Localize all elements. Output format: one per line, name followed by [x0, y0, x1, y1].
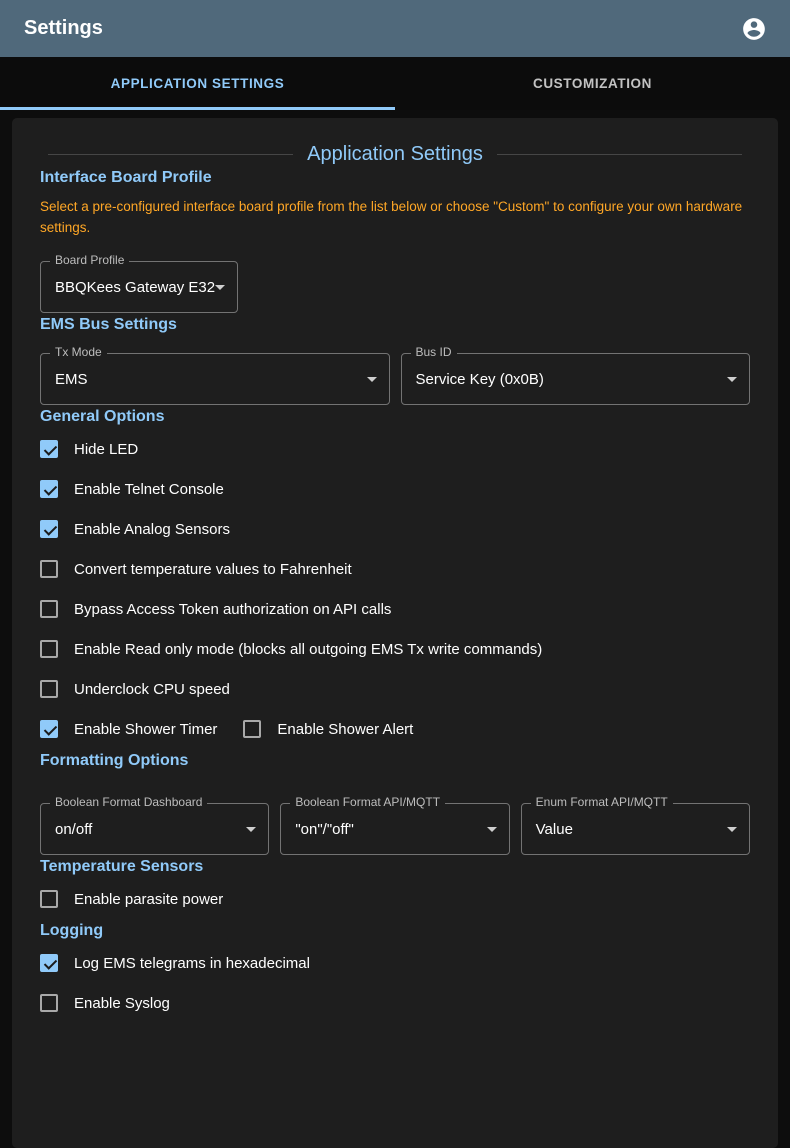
- board-profile-select[interactable]: [40, 253, 238, 313]
- dropdown-arrow-icon: [246, 827, 256, 832]
- dropdown-arrow-icon: [367, 377, 377, 382]
- checkbox-row-underclock[interactable]: [40, 669, 762, 709]
- checkbox-parasite-power[interactable]: [40, 890, 58, 908]
- checkbox-label: Log EMS telegrams in hexadecimal: [74, 954, 310, 972]
- section-general-options: General Options: [40, 408, 165, 425]
- tab-customization[interactable]: CUSTOMIZATION: [532, 76, 653, 91]
- dropdown-arrow-icon: [727, 827, 737, 832]
- checkbox-label: Enable Shower Timer: [74, 720, 218, 738]
- checkbox-row-bypass-token[interactable]: [40, 589, 762, 629]
- dropdown-arrow-icon: [487, 827, 497, 832]
- checkbox-label: Underclock CPU speed: [74, 680, 230, 698]
- checkbox-label: Enable Syslog: [74, 994, 170, 1012]
- boolean-format-dashboard-select[interactable]: [40, 795, 269, 855]
- boolean-format-api-select[interactable]: [280, 795, 509, 855]
- field-value: on/off: [55, 820, 93, 838]
- field-label: Boolean Format API/MQTT: [290, 795, 445, 810]
- field-label: Tx Mode: [50, 345, 107, 360]
- checkbox-bypass-token[interactable]: [40, 600, 58, 618]
- field-value: Service Key (0x0B): [415, 370, 544, 388]
- checkbox-row-shower: [40, 709, 762, 749]
- checkbox-label: Enable Analog Sensors: [74, 520, 230, 538]
- field-value: BBQKees Gateway E32: [55, 278, 216, 296]
- bus-id-select[interactable]: [401, 345, 751, 405]
- section-interface-board-profile: Interface Board Profile: [40, 169, 212, 186]
- section-logging: Logging: [40, 922, 104, 939]
- field-label: Enum Format API/MQTT: [531, 795, 673, 810]
- checkbox-enable-analog-sensors[interactable]: [40, 520, 58, 538]
- section-formatting-options: Formatting Options: [40, 752, 189, 769]
- checkbox-row-syslog[interactable]: [40, 983, 762, 1023]
- dropdown-arrow-icon: [215, 285, 225, 290]
- account-button[interactable]: [734, 9, 774, 49]
- page-title: Application Settings: [307, 142, 483, 165]
- checkbox-row-log-hex[interactable]: [40, 943, 762, 983]
- field-label: Board Profile: [50, 253, 129, 268]
- checkbox-log-hex[interactable]: [40, 954, 58, 972]
- checkbox-row-read-only[interactable]: [40, 629, 762, 669]
- divider-right: [497, 154, 742, 155]
- checkbox-row-hide-led[interactable]: [40, 429, 762, 469]
- board-profile-info-text: Select a pre-configured interface board profile from the list below or choose "Custom" to configure your own hardware settings.: [40, 199, 743, 235]
- checkbox-enable-syslog[interactable]: [40, 994, 58, 1012]
- checkbox-group-shower-alert[interactable]: [243, 720, 413, 738]
- enum-format-api-select[interactable]: [521, 795, 750, 855]
- formatting-field-row: [40, 795, 750, 855]
- checkbox-label: Bypass Access Token authorization on API calls: [74, 600, 392, 618]
- field-label: Boolean Format Dashboard: [50, 795, 207, 810]
- dropdown-arrow-icon: [727, 377, 737, 382]
- checkbox-enable-telnet[interactable]: [40, 480, 58, 498]
- checkbox-read-only-mode[interactable]: [40, 640, 58, 658]
- tab-bar: [0, 57, 790, 110]
- checkbox-row-telnet[interactable]: [40, 469, 762, 509]
- field-label: Bus ID: [411, 345, 457, 360]
- checkbox-label: Enable Telnet Console: [74, 480, 224, 498]
- section-ems-bus-settings: EMS Bus Settings: [40, 316, 177, 333]
- checkbox-label: Enable Shower Alert: [277, 720, 414, 738]
- checkbox-row-parasite-power[interactable]: [40, 879, 762, 919]
- field-value: Value: [535, 820, 573, 838]
- checkbox-hide-led[interactable]: [40, 440, 58, 458]
- app-title: Settings: [24, 17, 103, 39]
- app-bar: [0, 0, 790, 57]
- checkbox-label: Hide LED: [74, 440, 139, 458]
- account-circle-icon: [741, 16, 767, 42]
- checkbox-underclock-cpu[interactable]: [40, 680, 58, 698]
- section-temperature-sensors: Temperature Sensors: [40, 858, 204, 875]
- settings-card: [12, 118, 778, 1148]
- checkbox-row-fahrenheit[interactable]: [40, 549, 762, 589]
- checkbox-fahrenheit[interactable]: [40, 560, 58, 578]
- ems-bus-field-row: [40, 345, 750, 405]
- tab-application-settings[interactable]: APPLICATION SETTINGS: [0, 57, 395, 110]
- checkbox-shower-timer[interactable]: [40, 720, 58, 738]
- checkbox-label: Enable parasite power: [74, 890, 224, 908]
- checkbox-row-analog-sensors[interactable]: [40, 509, 762, 549]
- field-value: EMS: [55, 370, 88, 388]
- checkbox-label: Convert temperature values to Fahrenheit: [74, 560, 352, 578]
- divider-left: [48, 154, 293, 155]
- checkbox-label: Enable Read only mode (blocks all outgoing EMS Tx write commands): [74, 640, 543, 658]
- tx-mode-select[interactable]: [40, 345, 390, 405]
- checkbox-shower-alert[interactable]: [243, 720, 261, 738]
- page-title-row: [48, 142, 742, 166]
- checkbox-group-shower-timer[interactable]: [40, 720, 217, 738]
- field-value: "on"/"off": [295, 820, 354, 838]
